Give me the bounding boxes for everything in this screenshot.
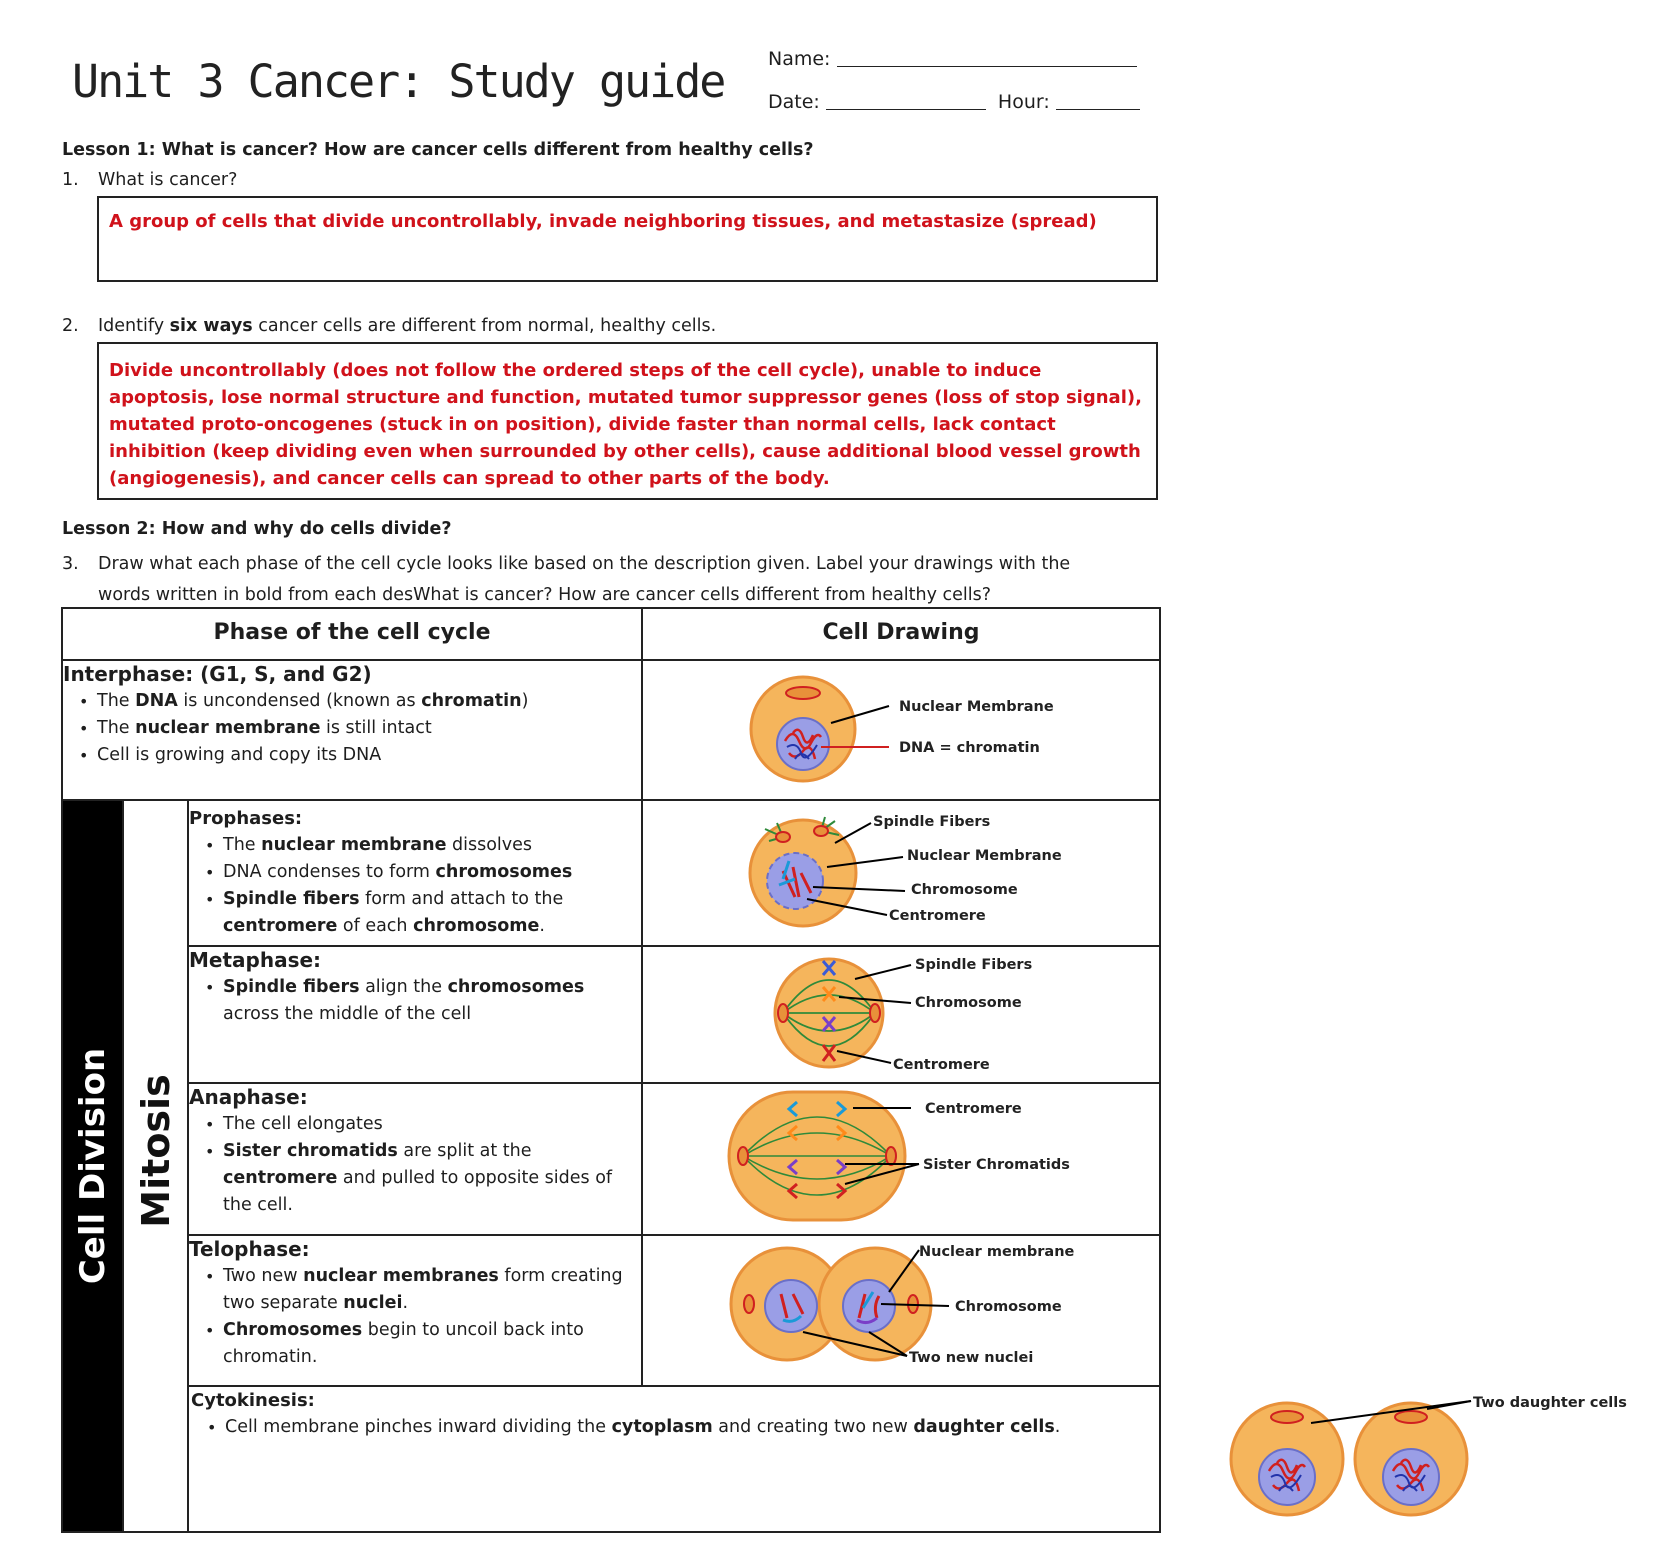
question-3 <box>62 549 1070 611</box>
list-item: • The nuclear membrane dissolves <box>203 832 641 859</box>
telophase-description <box>188 1235 642 1386</box>
label-spindle-fibers: Spindle Fibers <box>915 957 1033 973</box>
nucleus-right <box>843 1280 895 1332</box>
question-bold: six ways <box>169 316 253 336</box>
page-title: Unit 3 Cancer: Study guide <box>72 55 725 108</box>
metaphase-drawing <box>642 946 1160 1083</box>
interphase-description <box>62 660 642 800</box>
question-number: 2. <box>62 316 79 336</box>
label-spindle-fibers: Spindle Fibers <box>873 814 991 830</box>
anaphase-description <box>188 1083 642 1235</box>
metaphase-description <box>188 946 642 1083</box>
label-two-daughter-cells: Two daughter cells <box>1473 1395 1627 1411</box>
table-row-prophase <box>62 800 1160 946</box>
phase-title: Metaphase: <box>189 948 322 972</box>
table-row-interphase <box>62 660 1160 800</box>
label-sister-chromatids: Sister Chromatids <box>923 1157 1070 1173</box>
prophase-description <box>188 800 642 946</box>
list-item: • DNA condenses to form chromosomes <box>203 859 641 886</box>
list-item: • The DNA is uncondensed (known as chromatin) <box>77 688 641 715</box>
label-nuclear-membrane: Nuclear Membrane <box>907 848 1062 864</box>
label-nuclear-membrane: Nuclear membrane <box>919 1244 1075 1260</box>
list-item: • Spindle fibers align the chromosomes across the middle of the cell <box>203 974 641 1028</box>
label-centromere: Centromere <box>925 1101 1022 1117</box>
list-item: • Sister chromatids are split at the centromere and pulled to opposite sides of the cell. <box>203 1138 641 1219</box>
label-centromere: Centromere <box>889 908 986 924</box>
question-text: Draw what each phase of the cell cycle looks like based on the description given. Label your drawings with the <box>98 554 1071 574</box>
label-dna-chromatin: DNA = chromatin <box>899 740 1040 756</box>
column-header-phase: Phase of the cell cycle <box>62 608 642 660</box>
table-row-anaphase <box>62 1083 1160 1235</box>
hour-label: Hour: <box>997 91 1050 113</box>
question-number: 3. <box>62 554 79 574</box>
date-label: Date: <box>768 91 820 113</box>
question-2 <box>62 316 716 336</box>
prophase-drawing <box>642 800 1160 946</box>
cell-cycle-table <box>61 607 1627 1533</box>
phase-title: Cytokinesis: <box>191 1390 315 1411</box>
nucleus-left <box>765 1280 817 1332</box>
mitosis-label: Mitosis <box>133 1074 178 1229</box>
list-item: • Chromosomes begin to uncoil back into chromatin. <box>203 1317 641 1371</box>
table-row-metaphase <box>62 946 1160 1083</box>
lesson-1-heading: Lesson 1: What is cancer? How are cancer cells different from healthy cells? <box>62 140 814 160</box>
list-item: • Cell is growing and copy its DNA <box>77 742 641 769</box>
list-item: • Spindle fibers form and attach to the centromere of each chromosome. <box>203 886 641 940</box>
telophase-cell-diagram <box>643 1236 1159 1380</box>
anaphase-drawing <box>642 1083 1160 1235</box>
answer-box-1[interactable] <box>97 196 1158 282</box>
cell-division-sidebar <box>62 800 123 1532</box>
question-text: words written in bold from each desWhat is cancer? How are cancer cells different from healthy cells? <box>98 585 992 605</box>
column-header-drawing: Cell Drawing <box>642 608 1160 660</box>
answer-text: Divide uncontrollably (does not follow the ordered steps of the cell cycle), unable to induce apoptosis, lose normal structure and function, mutated tumor suppressor genes (loss of stop signal), mutated proto-oncogenes (stuck in on position), divide faster than normal cells, lack contact inhibition (keep dividing even when surrounded by other cells), cause additional blood vessel growth (angiogenesis), and cancer cells can spread to other parts of the body. <box>109 360 1142 489</box>
question-text: Identify <box>98 316 170 336</box>
label-chromosome: Chromosome <box>915 995 1022 1011</box>
question-number: 1. <box>62 170 79 190</box>
date-line[interactable] <box>826 90 986 110</box>
interphase-cell-diagram <box>643 661 1159 794</box>
label-centromere: Centromere <box>893 1057 990 1073</box>
lesson-2-heading: Lesson 2: How and why do cells divide? <box>62 519 452 539</box>
cell-division-label: Cell Division <box>72 1047 113 1285</box>
answer-box-2[interactable] <box>97 342 1158 500</box>
phase-title: Anaphase: <box>189 1085 308 1109</box>
label-chromosome: Chromosome <box>911 882 1018 898</box>
anaphase-cell-diagram <box>643 1084 1159 1229</box>
metaphase-cell-diagram <box>643 947 1159 1077</box>
telophase-drawing <box>642 1235 1160 1386</box>
list-item: • The nuclear membrane is still intact <box>77 715 641 742</box>
label-two-new-nuclei: Two new nuclei <box>909 1350 1034 1366</box>
phase-title: Prophases: <box>189 808 303 829</box>
phase-title: Telophase: <box>189 1237 310 1261</box>
mitosis-column <box>123 800 188 1532</box>
label-chromosome: Chromosome <box>955 1299 1062 1315</box>
name-field[interactable] <box>768 47 1137 70</box>
answer-text: A group of cells that divide uncontrollably, invade neighboring tissues, and metastasize (spread) <box>109 211 1097 232</box>
prophase-cell-diagram <box>643 801 1159 940</box>
list-item: • The cell elongates <box>203 1111 641 1138</box>
label-nuclear-membrane: Nuclear Membrane <box>899 699 1054 715</box>
phase-title: Interphase: (G1, S, and G2) <box>63 662 372 686</box>
question-1 <box>62 170 237 190</box>
question-text: cancer cells are different from normal, healthy cells. <box>252 316 717 336</box>
hour-line[interactable] <box>1056 90 1140 110</box>
name-line[interactable] <box>837 47 1137 67</box>
interphase-drawing <box>642 660 1160 800</box>
table-row-telophase <box>62 1235 1160 1386</box>
cytokinesis-cell-diagram <box>1161 1387 1677 1526</box>
table-row-cytokinesis <box>62 1386 1160 1532</box>
name-label: Name: <box>768 48 831 70</box>
list-item: • Cell membrane pinches inward dividing the cytoplasm and creating two new daughter cells. <box>205 1414 1159 1441</box>
date-hour-field[interactable] <box>768 90 1140 113</box>
cytokinesis-description <box>188 1386 1160 1532</box>
list-item: • Two new nuclear membranes form creating two separate nuclei. <box>203 1263 641 1317</box>
question-text: What is cancer? <box>98 170 238 190</box>
nucleus <box>777 718 829 770</box>
